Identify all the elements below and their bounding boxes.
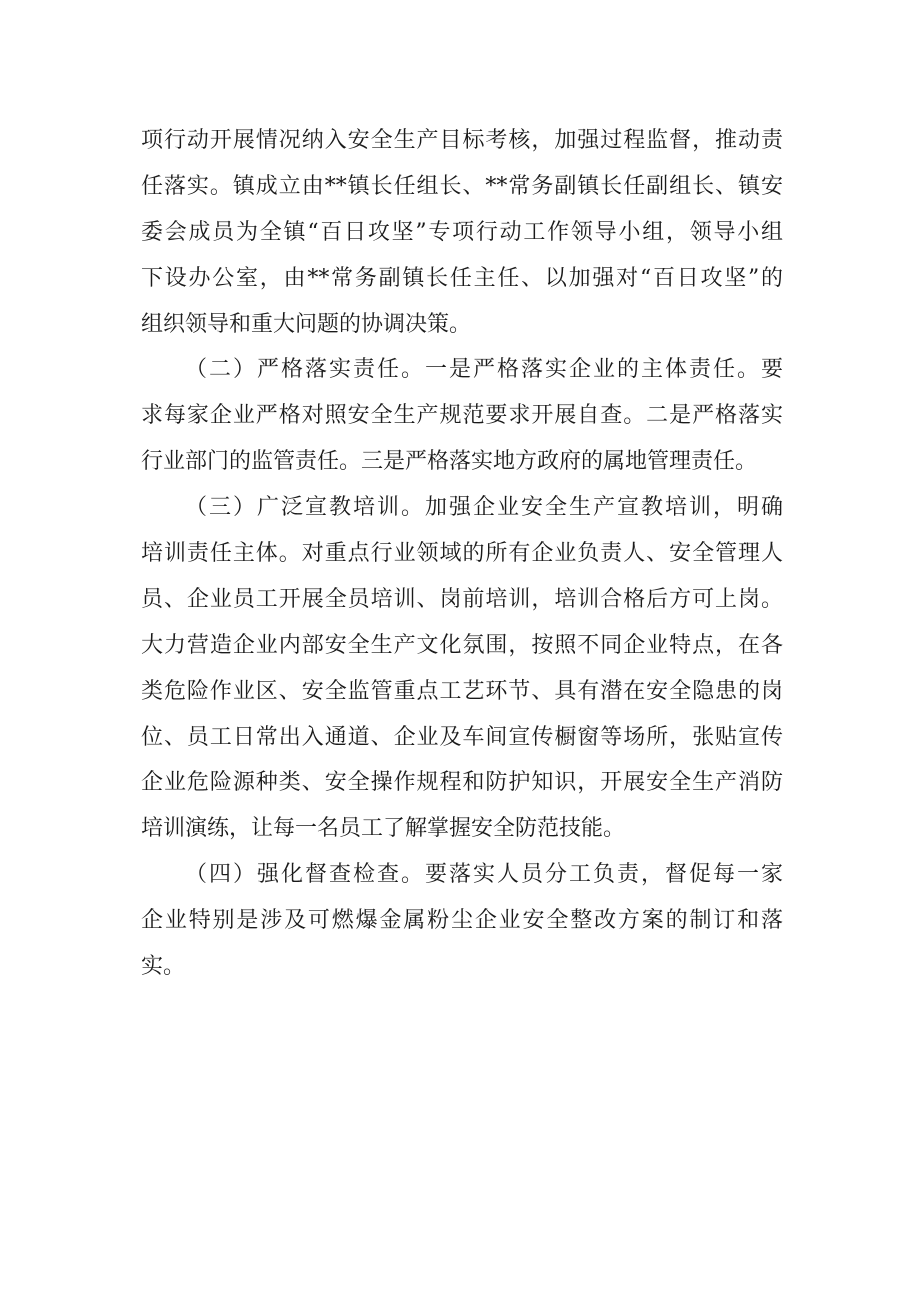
text-line-3: 委会成员为全镇“百日攻坚”专项行动工作领导小组，领导小组 xyxy=(141,219,783,245)
document-body xyxy=(141,118,783,990)
section-three-heading-line: （三）广泛宣教培训。加强企业安全生产宣教培训，明确 xyxy=(185,495,783,521)
text-line-13: 类危险作业区、安全监管重点工艺环节、具有潜在安全隐患的岗 xyxy=(141,678,783,704)
text-line-19: 实。 xyxy=(141,954,186,980)
text-line-11: 员、企业员工开展全员培训、岗前培训，培训合格后方可上岗。 xyxy=(141,586,783,612)
text-line-2: 任落实。镇成立由**镇长任组长、**常务副镇长任副组长、镇安 xyxy=(141,173,783,199)
text-line-14: 位、员工日常出入通道、企业及车间宣传橱窗等场所，张贴宣传 xyxy=(141,724,783,750)
text-line-15: 企业危险源种类、安全操作规程和防护知识，开展安全生产消防 xyxy=(141,770,783,796)
text-line-7: 求每家企业严格对照安全生产规范要求开展自查。二是严格落实 xyxy=(141,403,783,429)
text-line-1: 项行动开展情况纳入安全生产目标考核，加强过程监督，推动责 xyxy=(141,128,783,153)
section-four-heading-line: （四）强化督查检查。要落实人员分工负责，督促每一家 xyxy=(185,862,783,888)
section-two-heading-line: （二）严格落实责任。一是严格落实企业的主体责任。要 xyxy=(185,357,783,383)
text-line-4: 下设办公室，由**常务副镇长任主任、以加强对“百日攻坚”的 xyxy=(141,265,783,291)
text-line-18: 企业特别是涉及可燃爆金属粉尘企业安全整改方案的制订和落 xyxy=(141,908,783,934)
text-line-10: 培训责任主体。对重点行业领域的所有企业负责人、安全管理人 xyxy=(141,541,783,567)
text-line-5: 组织领导和重大问题的协调决策。 xyxy=(141,311,472,337)
text-line-12: 大力营造企业内部安全生产文化氛围，按照不同企业特点，在各 xyxy=(141,632,783,658)
text-line-16: 培训演练，让每一名员工了解掌握安全防范技能。 xyxy=(141,816,626,842)
text-line-8: 行业部门的监管责任。三是严格落实地方政府的属地管理责任。 xyxy=(141,449,758,475)
